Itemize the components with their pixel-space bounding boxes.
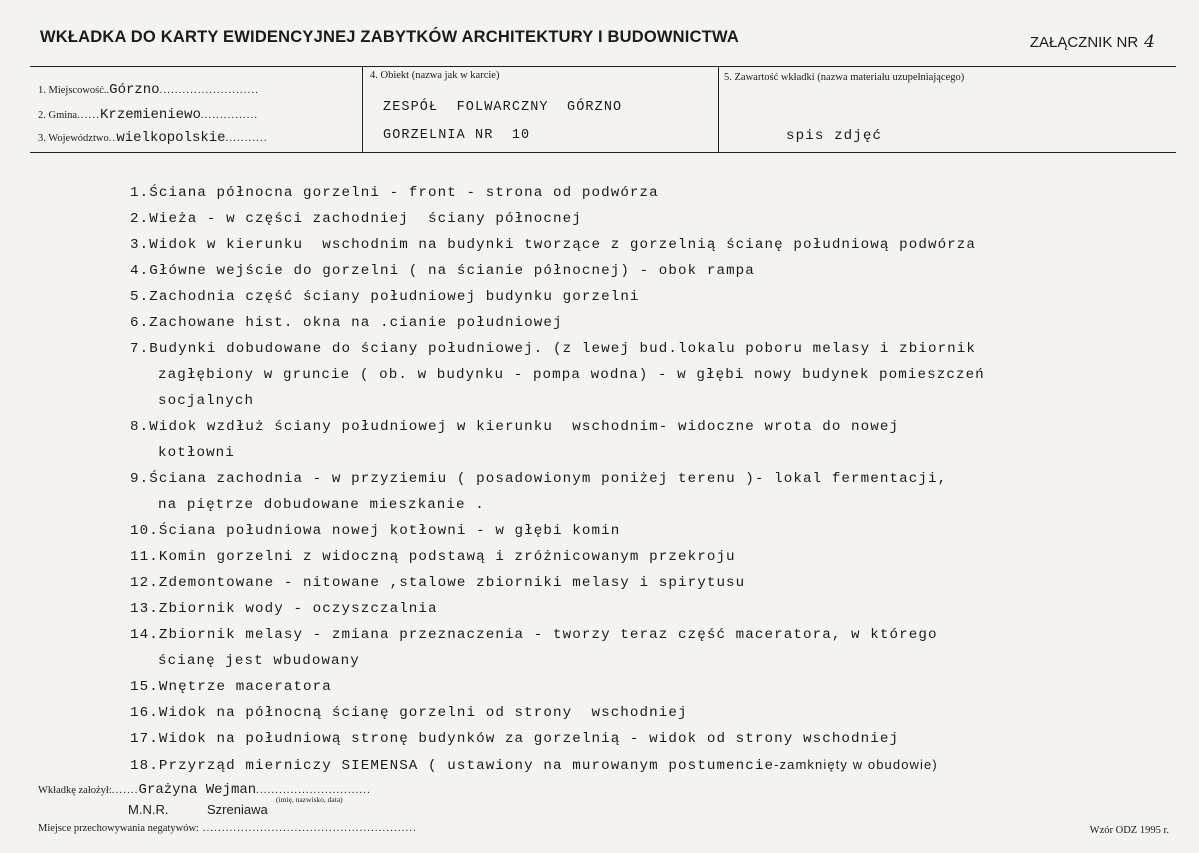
list-item-continuation: na piętrze dobudowane mieszkanie .	[158, 497, 485, 513]
prepared-row: Wkładkę założył:.......Grażyna Wejman..............................	[38, 782, 371, 798]
commune-row: 2. Gmina......Krzemieniewo...............	[38, 107, 259, 123]
header-top-rule	[30, 66, 1176, 67]
prepared-hint: (imię, nazwisko, data)	[276, 795, 343, 804]
list-item-tail: -zamknięty w obudowie)	[774, 757, 938, 772]
object-line-2: GORZELNIA NR 10	[383, 128, 531, 143]
prepared-label: Wkładkę założył:	[38, 785, 112, 796]
list-item: 2.Wieża - w części zachodniej ściany północnej	[130, 211, 582, 227]
list-item-continuation: zagłębiony w gruncie ( ob. w budynku - pompa wodna) - w głębi nowy budynek pomieszczeń	[158, 367, 985, 383]
list-item: 6.Zachowane hist. okna na .cianie południowej	[130, 315, 563, 331]
list-item: 11.Komin gorzelni z widoczną podstawą i zróżnicowanym przekroju	[130, 549, 736, 565]
header-bottom-rule	[30, 152, 1176, 153]
commune-label: 2. Gmina	[38, 110, 78, 121]
list-item: 16.Widok na północną ścianę gorzelni od strony wschodniej	[130, 705, 688, 721]
annex-label: ZAŁĄCZNIK NR	[1029, 34, 1139, 51]
object-line-1: ZESPÓŁ FOLWARCZNY GÓRZNO	[383, 100, 623, 115]
object-label: 4. Obiekt (nazwa jak w karcie)	[370, 70, 500, 81]
voivodeship-value: wielkopolskie	[116, 130, 226, 146]
list-item: 13.Zbiornik wody - oczyszczalnia	[130, 601, 438, 617]
list-item: 14.Zbiornik melasy - zmiana przeznaczenia - tworzy teraz część maceratora, w którego	[130, 627, 938, 643]
document-title: WKŁADKA DO KARTY EWIDENCYJNEJ ZABYTKÓW ARCHITEKTURY I BUDOWNICTWA	[40, 28, 739, 46]
list-item: 5.Zachodnia część ściany południowej budynku gorzelni	[130, 289, 640, 305]
locality-label: 1. Miejscowość	[38, 85, 104, 96]
prepared-value: Grażyna Wejman	[138, 782, 257, 798]
contents-label: 5. Zawartość wkładki (nazwa materiału uzupełniającego)	[724, 72, 965, 83]
list-item: 10.Ściana południowa nowej kotłowni - w głębi komin	[130, 523, 621, 539]
column-divider-1	[362, 66, 363, 152]
mnr-label: M.N.R.	[128, 802, 169, 817]
storage-row: Miejsce przechowywania negatywów: ........................................................	[38, 823, 417, 834]
contents-value: spis zdjęć	[786, 128, 883, 144]
list-item: 18.Przyrząd mierniczy SIEMENSA ( ustawiony na murowanym postumencie-zamknięty w obudowie)	[130, 757, 938, 774]
annex-number-value: 4	[1144, 32, 1155, 52]
locality-row: 1. Miejscowość..Górzno..........................	[38, 82, 260, 98]
szreniawa-label: Szreniawa	[207, 802, 268, 817]
list-item: 12.Zdemontowane - nitowane ,stalowe zbiorniki melasy i spirytusu	[130, 575, 746, 591]
list-item: 15.Wnętrze maceratora	[130, 679, 332, 695]
list-item: 17.Widok na południową stronę budynków za gorzelnią - widok od strony wschodniej	[130, 731, 900, 747]
list-item: 4.Główne wejście do gorzelni ( na ścianie północnej) - obok rampa	[130, 263, 755, 279]
annex-number	[1030, 32, 1155, 52]
list-item: 9.Ściana zachodnia - w przyziemiu ( posadowionym poniżej terenu )- lokal fermentacji,	[130, 471, 948, 487]
list-item-continuation: socjalnych	[158, 393, 255, 409]
commune-value: Krzemieniewo	[100, 107, 201, 123]
locality-value: Górzno	[109, 82, 160, 98]
column-divider-2	[718, 66, 719, 152]
list-item: 1.Ściana północna gorzelni - front - strona od podwórza	[130, 185, 659, 201]
list-item: 3.Widok w kierunku wschodnim na budynki tworzące z gorzelnią ścianę południową podwórza	[130, 237, 977, 253]
storage-label: Miejsce przechowywania negatywów:	[38, 823, 199, 834]
voivodeship-row: 3. Województwo..wielkopolskie...........	[38, 130, 268, 146]
list-item: 7.Budynki dobudowane do ściany południowej. (z lewej bud.lokalu poboru melasy i zbiornik	[130, 341, 977, 357]
list-item-continuation: ścianę jest wbudowany	[158, 653, 360, 669]
list-item: 8.Widok wzdłuż ściany południowej w kierunku wschodnim- widoczne wrota do nowej	[130, 419, 900, 435]
list-item-continuation: kotłowni	[158, 445, 235, 461]
form-reference: Wzór ODZ 1995 r.	[1089, 825, 1169, 836]
voivodeship-label: 3. Województwo	[38, 133, 109, 144]
